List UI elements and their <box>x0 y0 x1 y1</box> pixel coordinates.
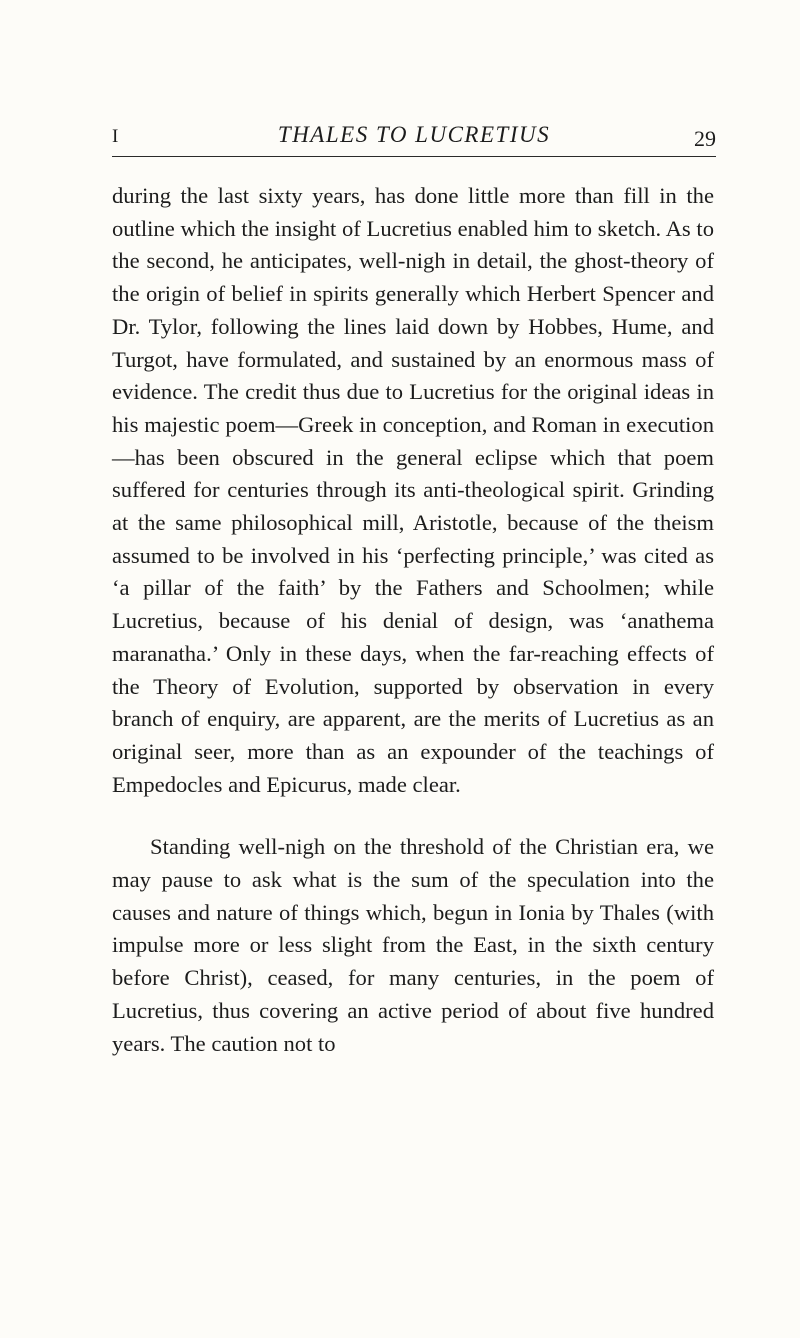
running-head <box>112 118 716 158</box>
body-text <box>112 180 714 1060</box>
chapter-number: I <box>112 126 119 147</box>
page-number: 29 <box>694 126 716 151</box>
header-rule <box>112 156 716 157</box>
paragraph-1: during the last sixty years, has done little more than fill in the outline which the insight of Lucretius enabled him to sketch. As to the second, he anticipates, well-nigh in detail, the ghost-theory of the origin of belief in spirits generally which Herbert Spencer and Dr. Tylor, following the lines laid down by Hobbes, Hume, and Turgot, have formulated, and sustained by an enormous mass of evidence. The credit thus due to Lucretius for the original ideas in his majestic poem—Greek in conception, and Roman in execution—has been obscured in the general eclipse which that poem suffered for centuries through its anti-theological spirit. Grinding at the same philosophical mill, Aristotle, because of the theism assumed to be involved in his ‘perfecting principle,’ was cited as ‘a pillar of the faith’ by the Fathers and Schoolmen; while Lucretius, because of his denial of design, was ‘anathema maranatha.’ Only in these days, when the far-reaching effects of the Theory of Evolution, supported by observation in every branch of enquiry, are apparent, are the merits of Lucretius as an original seer, more than as an expounder of the teachings of Empedocles and Epicurus, made clear. <box>112 183 714 797</box>
running-title: THALES TO LUCRETIUS <box>277 122 551 147</box>
paragraph-2: Standing well-nigh on the threshold of the Christian era, we may pause to ask what is the sum of the speculation into the causes and nature of things which, begun in Ionia by Thales (with impulse more or less slight from the East, in the sixth century before Christ), ceased, for many centuries, in the poem of Lucretius, thus covering an active period of about five hundred years. The caution not to <box>112 834 714 1056</box>
